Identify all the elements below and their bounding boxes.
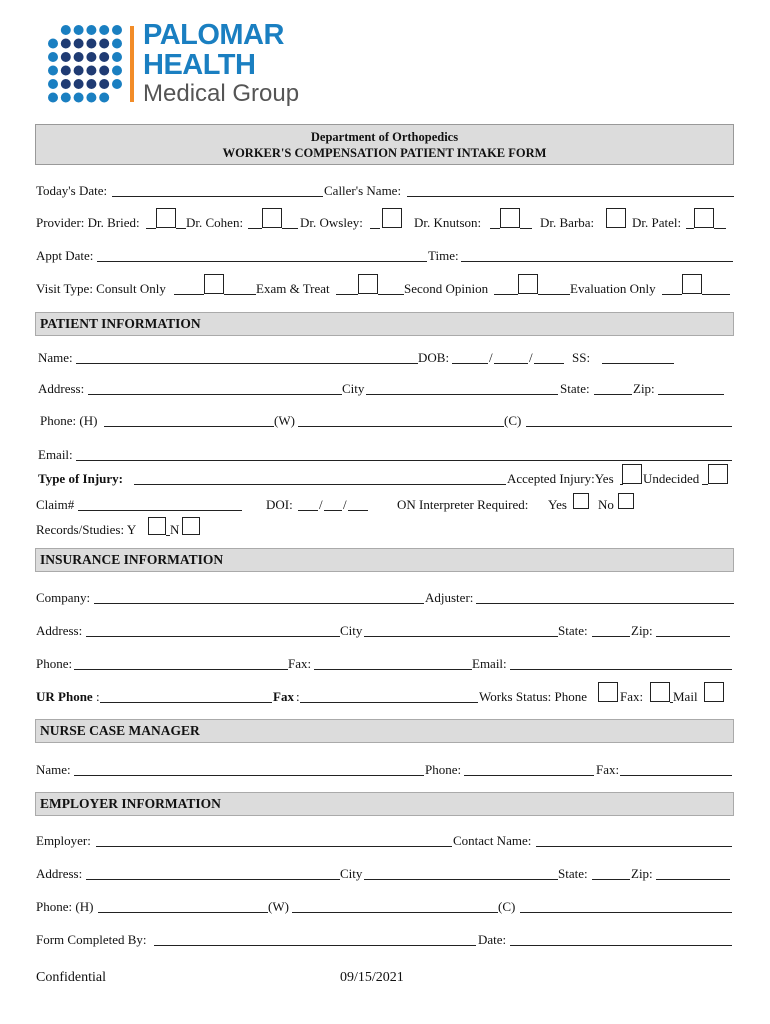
row-patient-address bbox=[38, 380, 736, 398]
department-title: Department of Orthopedics bbox=[310, 130, 459, 144]
logo-dot bbox=[48, 93, 58, 103]
logo-dot bbox=[99, 39, 109, 49]
row-patient-email bbox=[38, 446, 736, 464]
employer-address-label: Address: bbox=[36, 866, 83, 881]
insurance-company-field[interactable] bbox=[94, 589, 424, 604]
logo-dot bbox=[61, 25, 71, 35]
logo-dot bbox=[86, 52, 96, 62]
employer-phone-h-label: Phone: (H) bbox=[36, 899, 94, 914]
records-studies-label: Records/Studies: Y bbox=[36, 522, 137, 537]
adjuster-label: Adjuster: bbox=[425, 590, 474, 605]
underline bbox=[224, 280, 256, 295]
nurse-fax-field[interactable] bbox=[620, 761, 732, 776]
row-todays-date bbox=[36, 182, 734, 200]
employer-phone-w-field[interactable] bbox=[292, 898, 498, 913]
logo-text-health: HEALTH bbox=[143, 49, 256, 81]
appt-date-label: Appt Date: bbox=[36, 248, 94, 263]
logo-dot bbox=[86, 79, 96, 89]
claim-field[interactable] bbox=[78, 496, 242, 511]
logo-dot bbox=[48, 52, 58, 62]
patient-state-label: State: bbox=[560, 381, 590, 396]
patient-phone-h-field[interactable] bbox=[104, 412, 274, 427]
employer-state-field[interactable] bbox=[592, 865, 630, 880]
contact-name-label: Contact Name: bbox=[453, 833, 532, 848]
undecided-label: Undecided bbox=[643, 471, 700, 486]
logo-dot bbox=[61, 79, 71, 89]
underline bbox=[174, 280, 204, 295]
checkbox-dr-knutson[interactable] bbox=[500, 208, 520, 228]
employer-city-field[interactable] bbox=[364, 865, 558, 880]
dob-slash: / bbox=[489, 350, 493, 365]
nurse-phone-field[interactable] bbox=[464, 761, 594, 776]
patient-phone-h-label: Phone: (H) bbox=[40, 413, 98, 428]
ss-label: SS: bbox=[572, 350, 591, 365]
logo-dot bbox=[86, 66, 96, 76]
employer-label: Employer: bbox=[36, 833, 91, 848]
employer-phone-w-label: (W) bbox=[268, 899, 289, 914]
ur-fax-field[interactable] bbox=[300, 688, 478, 703]
form-completed-by-field[interactable] bbox=[154, 931, 476, 946]
patient-city-label: City bbox=[342, 381, 365, 396]
doi-month-field[interactable] bbox=[298, 496, 318, 511]
underline bbox=[378, 280, 404, 295]
logo-dot bbox=[86, 25, 96, 35]
form-date-field[interactable] bbox=[510, 931, 732, 946]
checkbox-works-status-mail[interactable] bbox=[704, 682, 724, 702]
row-insurance-phone bbox=[36, 655, 734, 673]
patient-email-label: Email: bbox=[38, 447, 73, 462]
logo-dot bbox=[86, 93, 96, 103]
form-completed-by-label: Form Completed By: bbox=[36, 932, 147, 947]
logo-dot bbox=[74, 25, 84, 35]
underline bbox=[520, 214, 532, 229]
checkbox-dr-patel[interactable] bbox=[694, 208, 714, 228]
dr-cohen-label: Dr. Cohen: bbox=[186, 215, 244, 230]
insurance-address-field[interactable] bbox=[86, 622, 340, 637]
row-patient-name bbox=[38, 349, 736, 367]
ur-fax-colon: : bbox=[296, 689, 300, 704]
section-nurse-case-manager: NURSE CASE MANAGER bbox=[35, 719, 734, 743]
insurance-company-label: Company: bbox=[36, 590, 91, 605]
employer-phone-c-field[interactable] bbox=[520, 898, 732, 913]
nurse-name-label: Name: bbox=[36, 762, 71, 777]
patient-address-field[interactable] bbox=[88, 380, 342, 395]
patient-name-label: Name: bbox=[38, 350, 73, 365]
works-status-fax-label: Fax: bbox=[620, 689, 644, 704]
row-insurance-address bbox=[36, 622, 734, 640]
logo-dot bbox=[99, 52, 109, 62]
dr-owsley-label: Dr. Owsley: bbox=[300, 215, 363, 230]
patient-email-field[interactable] bbox=[76, 446, 732, 461]
dr-barba-label: Dr. Barba: bbox=[540, 215, 595, 230]
dob-day-field[interactable] bbox=[494, 349, 528, 364]
insurance-email-label: Email: bbox=[472, 656, 507, 671]
dob-label: DOB: bbox=[418, 350, 450, 365]
employer-phone-c-label: (C) bbox=[498, 899, 516, 914]
patient-phone-w-label: (W) bbox=[274, 413, 295, 428]
underline bbox=[538, 280, 570, 295]
patient-phone-w-field[interactable] bbox=[298, 412, 504, 427]
logo-text-medical-group: Medical Group bbox=[143, 80, 300, 107]
checkbox-dr-owsley[interactable] bbox=[382, 208, 402, 228]
form-title: WORKER'S COMPENSATION PATIENT INTAKE FORM bbox=[222, 146, 547, 160]
ur-phone-label: UR Phone bbox=[36, 689, 93, 704]
checkbox-interpreter-no[interactable] bbox=[618, 493, 634, 509]
employer-state-label: State: bbox=[558, 866, 588, 881]
insurance-zip-label: Zip: bbox=[631, 623, 653, 638]
logo-dot bbox=[74, 66, 84, 76]
checkbox-second-opinion[interactable] bbox=[518, 274, 538, 294]
row-nurse-name bbox=[36, 761, 734, 779]
patient-phone-c-label: (C) bbox=[504, 413, 522, 428]
underline bbox=[494, 280, 518, 295]
employer-address-field[interactable] bbox=[86, 865, 340, 880]
patient-name-field[interactable] bbox=[76, 349, 418, 364]
footer-date: 09/15/2021 bbox=[340, 970, 404, 985]
dr-patel-label: Dr. Patel: bbox=[632, 215, 682, 230]
interpreter-yes-label: Yes bbox=[548, 497, 567, 512]
patient-phone-c-field[interactable] bbox=[526, 412, 732, 427]
underline bbox=[714, 214, 726, 229]
form-date-label: Date: bbox=[478, 932, 507, 947]
type-of-injury-field[interactable] bbox=[134, 470, 506, 485]
provider-bried-label: Provider: Dr. Bried: bbox=[36, 215, 140, 230]
underline bbox=[686, 214, 694, 229]
underline bbox=[662, 280, 682, 295]
employer-field[interactable] bbox=[96, 832, 452, 847]
insurance-fax-label: Fax: bbox=[288, 656, 312, 671]
patient-zip-label: Zip: bbox=[633, 381, 655, 396]
insurance-fax-field[interactable] bbox=[314, 655, 472, 670]
insurance-state-label: State: bbox=[558, 623, 588, 638]
underline bbox=[282, 214, 298, 229]
records-no-label: N bbox=[170, 522, 180, 537]
logo-dots-icon bbox=[47, 24, 123, 104]
checkbox-dr-cohen[interactable] bbox=[262, 208, 282, 228]
time-field[interactable] bbox=[461, 247, 733, 262]
patient-address-label: Address: bbox=[38, 381, 85, 396]
underline bbox=[248, 214, 262, 229]
logo-dot bbox=[99, 93, 109, 103]
employer-city-label: City bbox=[340, 866, 363, 881]
underline bbox=[176, 214, 186, 229]
insurance-address-label: Address: bbox=[36, 623, 83, 638]
logo-dot bbox=[61, 66, 71, 76]
logo-dot bbox=[99, 79, 109, 89]
type-of-injury-label: Type of Injury: bbox=[38, 471, 123, 486]
checkbox-accepted-injury-yes[interactable] bbox=[622, 464, 642, 484]
accepted-injury-label: Accepted Injury:Yes bbox=[507, 471, 614, 486]
ss-field[interactable] bbox=[602, 349, 674, 364]
logo-dot bbox=[74, 93, 84, 103]
logo-dot bbox=[48, 39, 58, 49]
logo-dot bbox=[112, 79, 122, 89]
doi-year-field[interactable] bbox=[348, 496, 368, 511]
logo-dot bbox=[74, 52, 84, 62]
row-provider bbox=[36, 214, 734, 232]
row-appt-date bbox=[36, 247, 734, 265]
section-patient-information: PATIENT INFORMATION bbox=[35, 312, 734, 336]
row-employer-address bbox=[36, 865, 734, 883]
employer-zip-field[interactable] bbox=[656, 865, 730, 880]
logo-text-palomar: PALOMAR bbox=[143, 19, 284, 51]
logo-dot bbox=[48, 66, 58, 76]
interpreter-no-label: No bbox=[598, 497, 614, 512]
row-employer bbox=[36, 832, 734, 850]
logo-dot bbox=[61, 39, 71, 49]
insurance-state-field[interactable] bbox=[592, 622, 630, 637]
footer-confidential: Confidential bbox=[36, 970, 106, 985]
form-header bbox=[35, 124, 734, 165]
insurance-zip-field[interactable] bbox=[656, 622, 730, 637]
evaluation-only-label: Evaluation Only bbox=[570, 281, 656, 296]
logo-dot bbox=[48, 79, 58, 89]
works-status-mail-label: Mail bbox=[673, 689, 698, 704]
doi-label: DOI: bbox=[266, 497, 293, 512]
nurse-name-field[interactable] bbox=[74, 761, 424, 776]
checkbox-records-yes[interactable] bbox=[148, 517, 166, 535]
callers-name-field[interactable] bbox=[407, 182, 734, 197]
logo-dot bbox=[112, 25, 122, 35]
checkbox-consult-only[interactable] bbox=[204, 274, 224, 294]
logo-dot bbox=[99, 66, 109, 76]
checkbox-works-status-fax[interactable] bbox=[650, 682, 670, 702]
logo-dot bbox=[99, 25, 109, 35]
insurance-phone-field[interactable] bbox=[74, 655, 288, 670]
exam-treat-label: Exam & Treat bbox=[256, 281, 330, 296]
checkbox-works-status-phone[interactable] bbox=[598, 682, 618, 702]
logo-dot bbox=[112, 39, 122, 49]
patient-city-field[interactable] bbox=[366, 380, 558, 395]
row-form-completed-by bbox=[36, 931, 734, 949]
logo-dot bbox=[74, 79, 84, 89]
underline bbox=[490, 214, 500, 229]
checkbox-dr-bried[interactable] bbox=[156, 208, 176, 228]
appt-date-field[interactable] bbox=[97, 247, 427, 262]
checkbox-dr-barba[interactable] bbox=[606, 208, 626, 228]
underline bbox=[370, 214, 380, 229]
doi-day-field[interactable] bbox=[324, 496, 342, 511]
interpreter-required-label: ON Interpreter Required: bbox=[397, 497, 529, 512]
visit-type-consult-label: Visit Type: Consult Only bbox=[36, 281, 166, 296]
underline bbox=[702, 280, 730, 295]
works-status-label: Works Status: Phone bbox=[479, 689, 588, 704]
contact-name-field[interactable] bbox=[536, 832, 732, 847]
employer-zip-label: Zip: bbox=[631, 866, 653, 881]
insurance-city-label: City bbox=[340, 623, 363, 638]
ur-phone-field[interactable] bbox=[100, 688, 272, 703]
checkbox-records-no[interactable] bbox=[182, 517, 200, 535]
doi-slash: / bbox=[319, 497, 323, 512]
nurse-phone-label: Phone: bbox=[425, 762, 462, 777]
ur-phone-colon: : bbox=[96, 689, 100, 704]
patient-zip-field[interactable] bbox=[658, 380, 724, 395]
logo-dot bbox=[112, 52, 122, 62]
time-label: Time: bbox=[428, 248, 459, 263]
logo-dot bbox=[61, 52, 71, 62]
logo-dot bbox=[86, 39, 96, 49]
logo-dot bbox=[112, 66, 122, 76]
dob-slash: / bbox=[529, 350, 533, 365]
checkbox-evaluation-only[interactable] bbox=[682, 274, 702, 294]
section-insurance-information: INSURANCE INFORMATION bbox=[35, 548, 734, 572]
row-insurance-company bbox=[36, 589, 734, 607]
insurance-phone-label: Phone: bbox=[36, 656, 73, 671]
callers-name-label: Caller's Name: bbox=[324, 183, 402, 198]
row-visit-type bbox=[36, 280, 734, 298]
insurance-city-field[interactable] bbox=[364, 622, 558, 637]
todays-date-label: Today's Date: bbox=[36, 183, 108, 198]
checkbox-undecided[interactable] bbox=[708, 464, 728, 484]
underline bbox=[146, 214, 156, 229]
checkbox-exam-treat[interactable] bbox=[358, 274, 378, 294]
row-ur-phone bbox=[36, 688, 734, 706]
row-type-of-injury bbox=[38, 470, 736, 488]
row-patient-phone bbox=[40, 412, 738, 430]
second-opinion-label: Second Opinion bbox=[404, 281, 489, 296]
doi-slash: / bbox=[343, 497, 347, 512]
ur-fax-label: Fax bbox=[273, 689, 294, 704]
patient-state-field[interactable] bbox=[594, 380, 632, 395]
dob-month-field[interactable] bbox=[452, 349, 488, 364]
checkbox-interpreter-yes[interactable] bbox=[573, 493, 589, 509]
claim-label: Claim# bbox=[36, 497, 75, 512]
logo-dot bbox=[61, 93, 71, 103]
logo-dot bbox=[74, 39, 84, 49]
todays-date-field[interactable] bbox=[112, 182, 323, 197]
employer-phone-h-field[interactable] bbox=[98, 898, 268, 913]
section-employer-information: EMPLOYER INFORMATION bbox=[35, 792, 734, 816]
row-employer-phone bbox=[36, 898, 734, 916]
row-records-studies bbox=[36, 521, 734, 539]
insurance-email-field[interactable] bbox=[510, 655, 732, 670]
dr-knutson-label: Dr. Knutson: bbox=[414, 215, 482, 230]
row-claim bbox=[36, 496, 734, 514]
dob-year-field[interactable] bbox=[534, 349, 564, 364]
adjuster-field[interactable] bbox=[476, 589, 734, 604]
logo-divider bbox=[130, 26, 134, 102]
nurse-fax-label: Fax: bbox=[596, 762, 620, 777]
underline bbox=[336, 280, 358, 295]
